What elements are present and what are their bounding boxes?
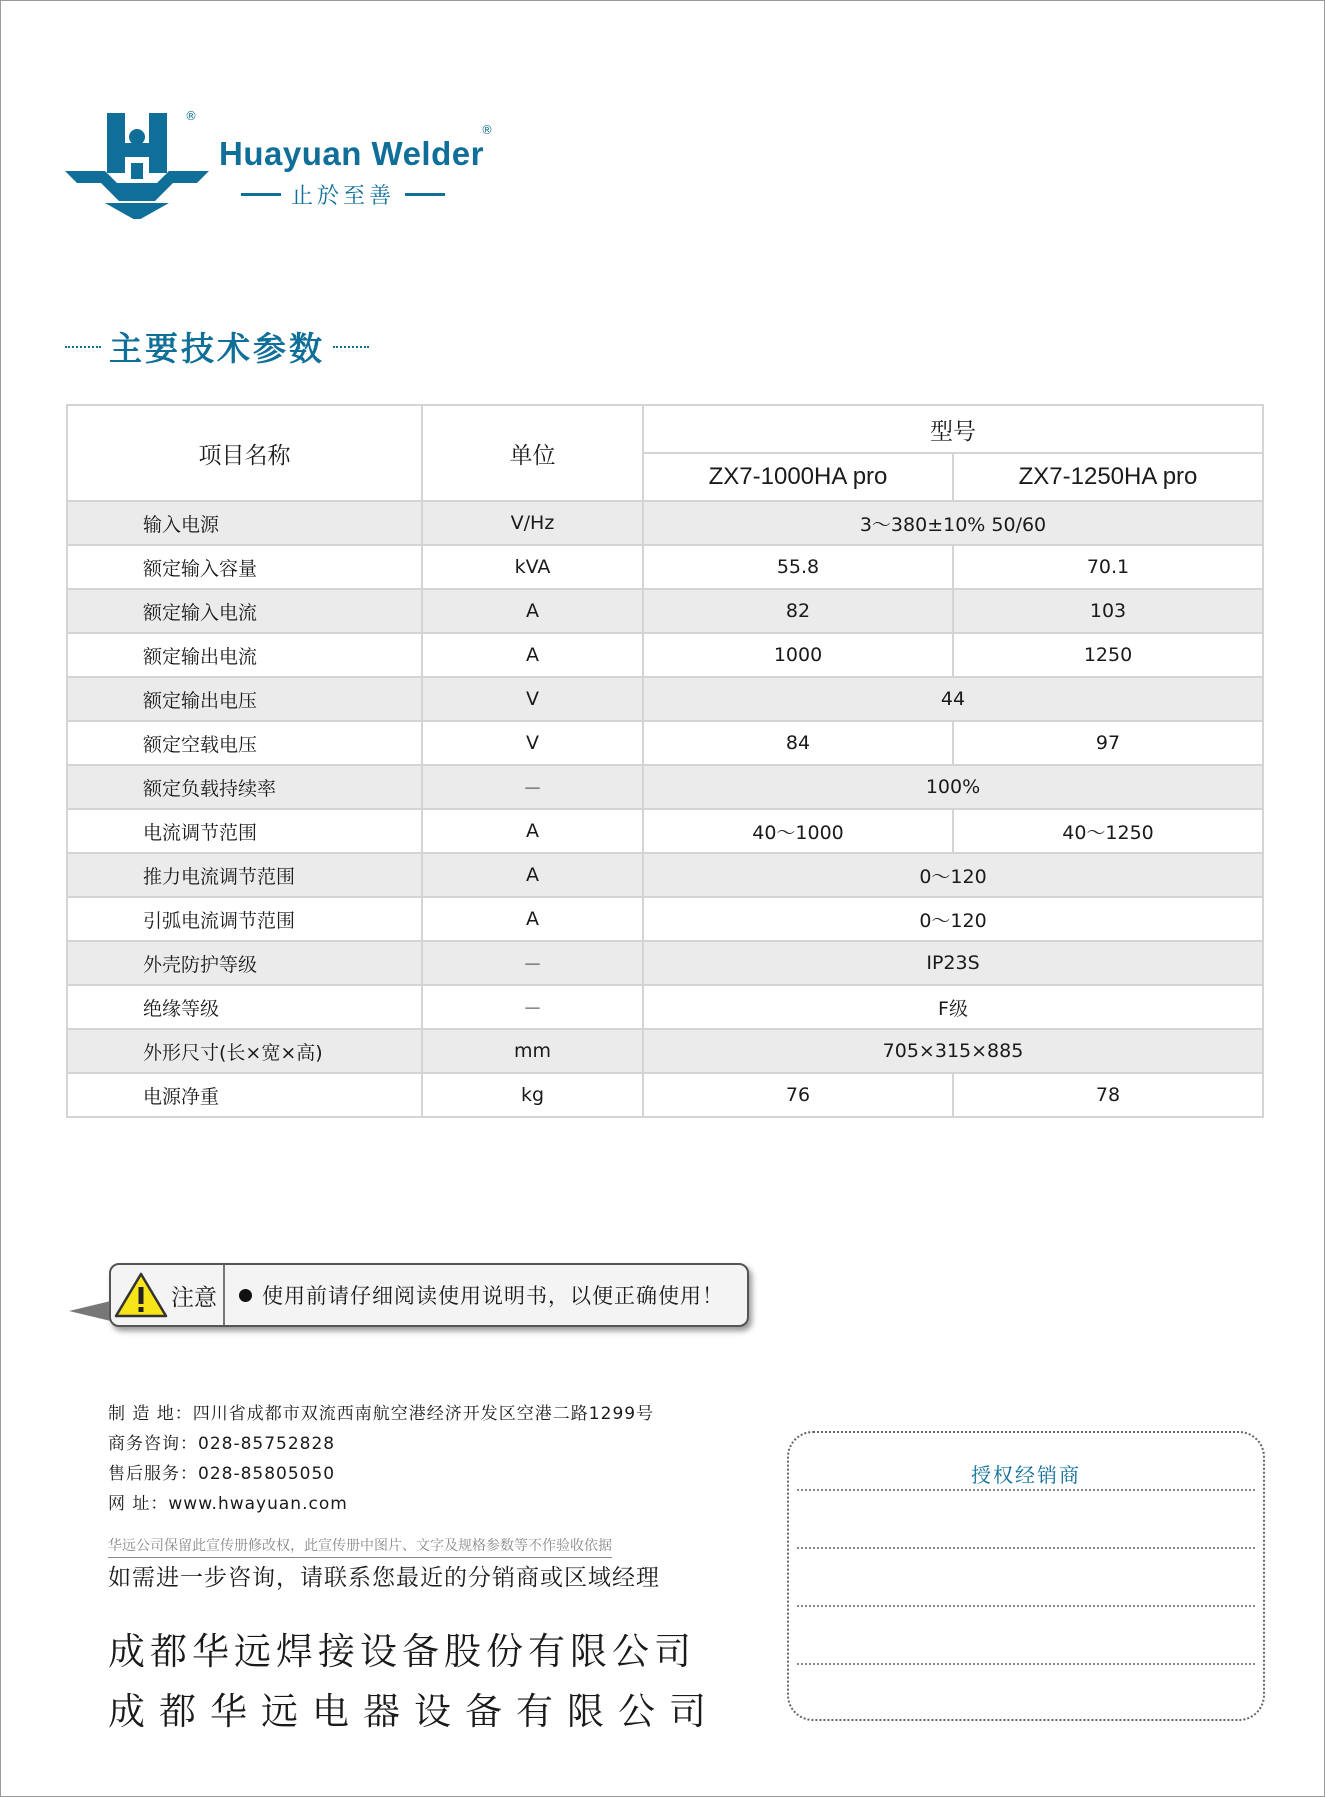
header-item-name: 项目名称 <box>67 405 422 501</box>
header-unit: 单位 <box>422 405 643 501</box>
param-name: 额定输出电压 <box>67 677 422 721</box>
slogan-divider <box>241 193 281 196</box>
notice-label: 注意 <box>171 1284 217 1311</box>
brand-name: Huayuan Welder <box>219 135 484 172</box>
param-unit: A <box>422 589 643 633</box>
param-value-shared: 44 <box>643 677 1263 721</box>
param-unit: V/Hz <box>422 501 643 545</box>
param-name: 额定输出电流 <box>67 633 422 677</box>
param-unit: V <box>422 721 643 765</box>
brand-logo <box>65 109 505 229</box>
section-title <box>65 323 369 370</box>
param-value-shared: F级 <box>643 985 1263 1029</box>
registered-mark: ® <box>185 109 197 123</box>
table-row <box>67 633 1263 677</box>
param-value-shared: 100% <box>643 765 1263 809</box>
param-value-model-a: 40～1000 <box>643 809 953 853</box>
param-unit: A <box>422 853 643 897</box>
param-value-model-a: 1000 <box>643 633 953 677</box>
table-row <box>67 897 1263 941</box>
param-value-model-b: 103 <box>953 589 1263 633</box>
param-value-model-a: 55.8 <box>643 545 953 589</box>
company-name: 成都华远焊接设备股份有限公司 <box>108 1630 696 1673</box>
param-unit: kVA <box>422 545 643 589</box>
param-value-model-b: 40～1250 <box>953 809 1263 853</box>
dealer-write-line <box>797 1605 1255 1607</box>
table-row <box>67 721 1263 765</box>
param-value-shared: IP23S <box>643 941 1263 985</box>
slogan: 止於至善 <box>291 184 396 209</box>
dealer-write-line <box>797 1547 1255 1549</box>
param-value-model-b: 1250 <box>953 633 1263 677</box>
dealer-write-line <box>797 1489 1255 1491</box>
param-value-shared: 3～380±10% 50/60 <box>643 501 1263 545</box>
table-row <box>67 1029 1263 1073</box>
notice-banner <box>69 1263 749 1329</box>
table-row <box>67 853 1263 897</box>
dealer-write-line <box>797 1663 1255 1665</box>
param-name: 外形尺寸(长×宽×高) <box>67 1029 422 1073</box>
param-value-model-a: 76 <box>643 1073 953 1117</box>
company-name: 成都华远电器设备有限公司 <box>108 1690 720 1733</box>
param-value-model-a: 84 <box>643 721 953 765</box>
table-row <box>67 985 1263 1029</box>
contact-service-phone: 售后服务：028-85805050 <box>108 1464 336 1484</box>
contact-info <box>108 1399 654 1519</box>
param-name: 额定空载电压 <box>67 721 422 765</box>
param-value-model-b: 70.1 <box>953 545 1263 589</box>
param-name: 电流调节范围 <box>67 809 422 853</box>
param-unit: A <box>422 809 643 853</box>
param-unit: kg <box>422 1073 643 1117</box>
param-unit: mm <box>422 1029 643 1073</box>
table-row <box>67 809 1263 853</box>
table-row <box>67 1073 1263 1117</box>
slogan-row <box>241 179 445 210</box>
param-name: 额定输入容量 <box>67 545 422 589</box>
param-name: 引弧电流调节范围 <box>67 897 422 941</box>
spec-table <box>66 404 1264 1118</box>
contact-website: 网 址：www.hwayuan.com <box>108 1494 348 1514</box>
param-name: 额定输入电流 <box>67 589 422 633</box>
consult-note: 如需进一步咨询，请联系您最近的分销商或区域经理 <box>108 1565 660 1591</box>
param-value-model-a: 82 <box>643 589 953 633</box>
dealer-box-title: 授权经销商 <box>971 1463 1081 1487</box>
param-name: 外壳防护等级 <box>67 941 422 985</box>
header-model-b: ZX7-1250HA pro <box>953 453 1263 501</box>
notice-text: 使用前请仔细阅读使用说明书，以便正确使用！ <box>262 1284 724 1308</box>
param-name: 推力电流调节范围 <box>67 853 422 897</box>
contact-address: 制 造 地：四川省成都市双流西南航空港经济开发区空港二路1299号 <box>108 1404 655 1424</box>
param-name: 绝缘等级 <box>67 985 422 1029</box>
authorized-dealer-box <box>787 1431 1265 1721</box>
huayuan-logo-icon <box>65 109 215 219</box>
table-row <box>67 589 1263 633</box>
title-dotted-rule <box>65 346 101 348</box>
table-row <box>67 765 1263 809</box>
title-dotted-rule <box>333 346 369 348</box>
param-value-shared: 705×315×885 <box>643 1029 1263 1073</box>
param-value-shared: 0～120 <box>643 897 1263 941</box>
param-name: 额定负载持续率 <box>67 765 422 809</box>
param-name: 输入电源 <box>67 501 422 545</box>
slogan-divider <box>405 193 445 196</box>
bullet-icon <box>239 1289 252 1302</box>
table-row <box>67 941 1263 985</box>
notice-message <box>225 1280 724 1310</box>
notice-box <box>109 1263 749 1327</box>
param-unit: V <box>422 677 643 721</box>
param-unit: － <box>422 765 643 809</box>
section-heading: 主要技术参数 <box>109 329 325 368</box>
param-value-model-b: 78 <box>953 1073 1263 1117</box>
contact-business-phone: 商务咨询：028-85752828 <box>108 1434 336 1454</box>
param-unit: － <box>422 985 643 1029</box>
header-model-a: ZX7-1000HA pro <box>643 453 953 501</box>
param-name: 电源净重 <box>67 1073 422 1117</box>
table-row <box>67 501 1263 545</box>
param-unit: A <box>422 897 643 941</box>
registered-mark: ® <box>481 123 493 137</box>
disclaimer: 华远公司保留此宣传册修改权，此宣传册中图片、文字及规格参数等不作验收依据 <box>108 1535 612 1558</box>
table-row <box>67 545 1263 589</box>
warning-icon <box>111 1267 171 1323</box>
header-model-group: 型号 <box>643 405 1263 453</box>
param-value-shared: 0～120 <box>643 853 1263 897</box>
param-unit: A <box>422 633 643 677</box>
table-row <box>67 677 1263 721</box>
param-unit: － <box>422 941 643 985</box>
param-value-model-b: 97 <box>953 721 1263 765</box>
